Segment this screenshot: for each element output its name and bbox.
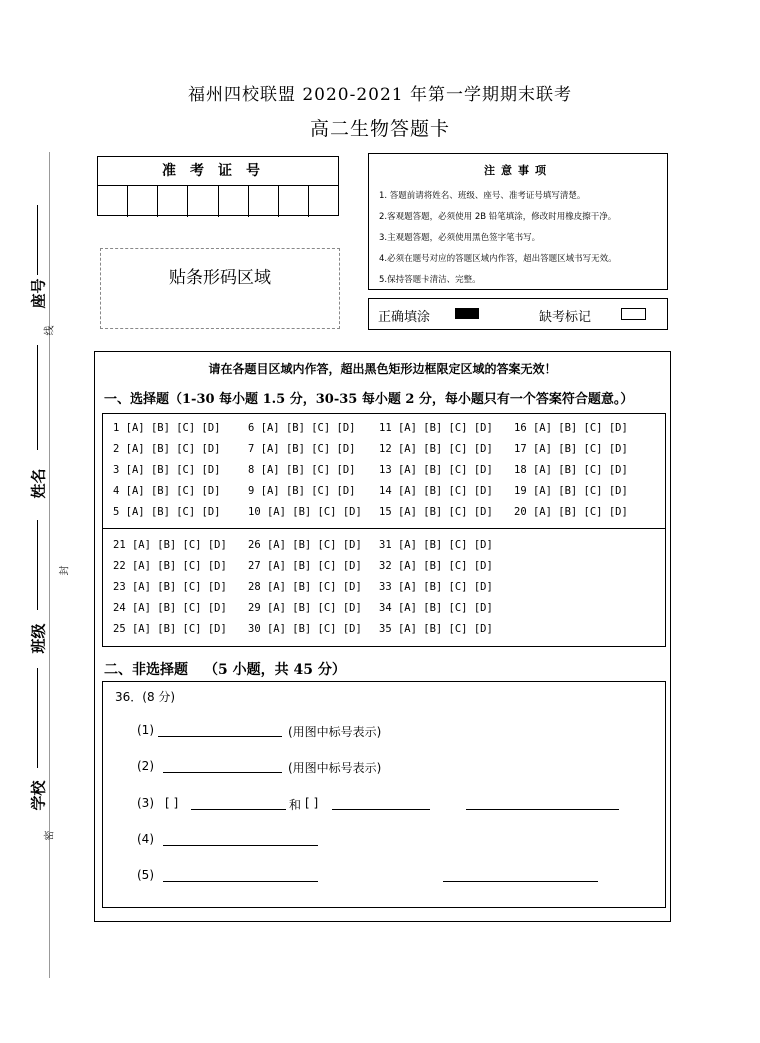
question-number: 10 (248, 506, 267, 518)
notes-item: 5.保持答题卡清洁、完整。 (379, 275, 481, 285)
barcode-area (100, 248, 340, 329)
answer-options[interactable]: [A] [B] [C] [D] (532, 443, 628, 455)
choice-question[interactable] (248, 443, 355, 455)
choice-question[interactable] (379, 506, 493, 518)
secret-mark: 密 (44, 830, 56, 841)
q36-part3-answer-line-2[interactable] (332, 809, 430, 810)
choice-question[interactable] (113, 485, 220, 497)
absent-mark-box[interactable] (621, 308, 646, 320)
sheet-title: 高二生物答题卡 (309, 118, 450, 140)
name-label: 姓名 (29, 468, 48, 499)
answer-options[interactable]: [A] [B] [C] [D] (397, 422, 493, 434)
question-number: 30 (248, 623, 267, 635)
choice-question[interactable] (379, 602, 493, 614)
notes-item: 3.主观题答题，必须使用黑色签字笔书写。 (379, 233, 541, 243)
choice-question[interactable] (514, 464, 628, 476)
class-underline (37, 520, 38, 610)
exam-number-cell[interactable] (98, 186, 128, 217)
exam-number-cell[interactable] (279, 186, 309, 217)
question-number: 16 (514, 422, 533, 434)
answer-options[interactable]: [A] [B] [C] [D] (266, 623, 362, 635)
notes-item: 4.必须在题号对应的答题区域内作答，超出答题区域书写无效。 (379, 254, 617, 264)
q36-part5-label: (5) (137, 868, 154, 882)
seat-label: 座号 (29, 278, 48, 309)
q36-part4-label: (4) (137, 832, 154, 846)
choice-question[interactable] (379, 560, 493, 572)
answer-options[interactable]: [A] [B] [C] [D] (266, 581, 362, 593)
answer-options[interactable]: [A] [B] [C] [D] (131, 560, 227, 572)
answer-options[interactable]: [A] [B] [C] [D] (125, 506, 221, 518)
answer-options[interactable]: [A] [B] [C] [D] (131, 581, 227, 593)
answer-options[interactable]: [A] [B] [C] [D] (532, 506, 628, 518)
answer-options[interactable]: [A] [B] [C] [D] (397, 464, 493, 476)
question-number: 31 (379, 539, 398, 551)
q36-part3-and: 和 (289, 798, 302, 812)
answer-options[interactable]: [A] [B] [C] [D] (397, 581, 493, 593)
question-number: 19 (514, 485, 533, 497)
question-number: 18 (514, 464, 533, 476)
answer-options[interactable]: [A] [B] [C] [D] (125, 485, 221, 497)
choice-question[interactable] (113, 539, 227, 551)
choice-question[interactable] (379, 464, 493, 476)
answer-options[interactable]: [A] [B] [C] [D] (266, 560, 362, 572)
name-underline (37, 345, 38, 450)
section1-title: 一、选择题（1-30 每小题 1.5 分，30-35 每小题 2 分，每小题只有一个答案符合题意。） (104, 392, 634, 407)
question-number: 34 (379, 602, 398, 614)
answer-options[interactable]: [A] [B] [C] [D] (397, 443, 493, 455)
exam-number-label: 准考证号 (98, 157, 338, 186)
question-number: 4 (113, 485, 126, 497)
q36-part2-note: (用图中标号表示) (288, 761, 382, 775)
question-36-box (102, 681, 666, 908)
question-number: 24 (113, 602, 132, 614)
question-number: 23 (113, 581, 132, 593)
answer-options[interactable]: [A] [B] [C] [D] (260, 464, 356, 476)
question-number: 29 (248, 602, 267, 614)
exam-number-cell[interactable] (249, 186, 279, 217)
choice-question[interactable] (248, 539, 362, 551)
choice-question[interactable] (113, 506, 220, 518)
answer-options[interactable]: [A] [B] [C] [D] (397, 506, 493, 518)
question-number: 9 (248, 485, 261, 497)
barcode-label: 贴条形码区域 (169, 268, 271, 288)
question-number: 22 (113, 560, 132, 572)
class-label: 班级 (29, 623, 48, 654)
answer-options[interactable]: [A] [B] [C] [D] (260, 422, 356, 434)
question-number: 13 (379, 464, 398, 476)
exam-number-cell[interactable] (219, 186, 249, 217)
q36-part2-label: (2) (137, 759, 154, 773)
q36-part1-label: (1) (137, 723, 154, 737)
answer-options[interactable]: [A] [B] [C] [D] (397, 602, 493, 614)
notes-item: 1. 答题前请将姓名、班级、座号、准考证号填写清楚。 (379, 191, 586, 201)
q36-part5-answer-line[interactable] (163, 881, 318, 882)
answer-options[interactable]: [A] [B] [C] [D] (266, 539, 362, 551)
choice-question[interactable] (379, 623, 493, 635)
exam-number-cell[interactable] (128, 186, 158, 217)
exam-number-cell[interactable] (158, 186, 188, 217)
choice-question[interactable] (248, 623, 362, 635)
choice-question[interactable] (113, 560, 227, 572)
choice-question[interactable] (514, 485, 628, 497)
q36-part1-note: (用图中标号表示) (288, 725, 382, 739)
choice-question[interactable] (113, 464, 220, 476)
question-number: 26 (248, 539, 267, 551)
choice-question[interactable] (113, 581, 227, 593)
exam-title: 福州四校联盟 2020-2021 年第一学期期末联考 (187, 85, 573, 105)
answer-options[interactable]: [A] [B] [C] [D] (397, 560, 493, 572)
q36-part3-bracket-1: [ ] (165, 796, 179, 810)
choice-question[interactable] (113, 443, 220, 455)
question-number: 25 (113, 623, 132, 635)
seal-mark: 封 (59, 565, 71, 576)
answer-options[interactable]: [A] [B] [C] [D] (397, 485, 493, 497)
exam-number-cell[interactable] (309, 186, 338, 217)
question-number: 3 (113, 464, 126, 476)
answer-options[interactable]: [A] [B] [C] [D] (532, 464, 628, 476)
q36-part1-answer-line[interactable] (158, 736, 282, 737)
question-number: 28 (248, 581, 267, 593)
notes-box (368, 153, 668, 290)
answer-options[interactable]: [A] [B] [C] [D] (266, 602, 362, 614)
warning-text: 请在各题目区域内作答，超出黑色矩形边框限定区域的答案无效！ (208, 362, 557, 376)
choice-question[interactable] (379, 581, 493, 593)
exam-number-cells[interactable] (98, 186, 338, 217)
notes-item: 2.客观题答题，必须使用 2B 铅笔填涂，修改时用橡皮擦干净。 (379, 212, 617, 222)
answer-options[interactable]: [A] [B] [C] [D] (260, 443, 356, 455)
answer-options[interactable]: [A] [B] [C] [D] (125, 464, 221, 476)
section2-label: 二、非选择题 (104, 662, 188, 678)
choice-question[interactable] (248, 581, 362, 593)
notes-title: 注意事项 (484, 164, 552, 177)
question-number: 2 (113, 443, 126, 455)
answer-options[interactable]: [A] [B] [C] [D] (125, 422, 221, 434)
choice-question[interactable] (514, 422, 628, 434)
choice-question[interactable] (248, 560, 362, 572)
school-underline (37, 668, 38, 768)
seat-underline (37, 205, 38, 275)
choice-question[interactable] (248, 485, 355, 497)
question-number: 5 (113, 506, 126, 518)
choice-question[interactable] (248, 464, 355, 476)
q36-part3-bracket-2: [ ] (305, 796, 319, 810)
q36-heading: 36．(8 分) (115, 690, 176, 704)
question-number: 33 (379, 581, 398, 593)
question-number: 1 (113, 422, 126, 434)
q36-part3-answer-line-1[interactable] (191, 809, 286, 810)
choice-question[interactable] (113, 602, 227, 614)
correct-fill-label: 正确填涂 (378, 310, 431, 325)
binding-line (49, 152, 50, 978)
line-mark: 线 (44, 325, 56, 336)
school-label: 学校 (29, 780, 48, 811)
choice-question[interactable] (514, 506, 628, 518)
answer-options[interactable]: [A] [B] [C] [D] (131, 539, 227, 551)
absent-mark-label: 缺考标记 (539, 310, 592, 325)
section2-score: （5 小题，共 45 分） (204, 662, 346, 678)
q36-part3-answer-line-3[interactable] (466, 809, 619, 810)
answer-options[interactable]: [A] [B] [C] [D] (266, 506, 362, 518)
choice-question[interactable] (248, 422, 355, 434)
question-number: 17 (514, 443, 533, 455)
question-number: 20 (514, 506, 533, 518)
choice-question[interactable] (113, 422, 220, 434)
choice-question[interactable] (248, 602, 362, 614)
question-number: 12 (379, 443, 398, 455)
answer-options[interactable]: [A] [B] [C] [D] (397, 539, 493, 551)
exam-number-box (97, 156, 339, 216)
question-number: 15 (379, 506, 398, 518)
question-number: 6 (248, 422, 261, 434)
choice-question[interactable] (379, 539, 493, 551)
answer-options[interactable]: [A] [B] [C] [D] (131, 623, 227, 635)
question-number: 32 (379, 560, 398, 572)
q36-part4-answer-line[interactable] (163, 845, 318, 846)
q36-part2-answer-line[interactable] (163, 772, 282, 773)
choice-question[interactable] (379, 422, 493, 434)
answer-options[interactable]: [A] [B] [C] [D] (532, 485, 628, 497)
choice-question[interactable] (379, 443, 493, 455)
question-number: 14 (379, 485, 398, 497)
question-number: 35 (379, 623, 398, 635)
choice-question[interactable] (248, 506, 362, 518)
choice-question[interactable] (514, 443, 628, 455)
answer-options[interactable]: [A] [B] [C] [D] (397, 623, 493, 635)
answer-options[interactable]: [A] [B] [C] [D] (125, 443, 221, 455)
exam-number-cell[interactable] (188, 186, 218, 217)
answer-options[interactable]: [A] [B] [C] [D] (532, 422, 628, 434)
choice-question[interactable] (113, 623, 227, 635)
choice-question[interactable] (379, 485, 493, 497)
question-number: 8 (248, 464, 261, 476)
section2-title (104, 659, 346, 679)
q36-part3-label: (3) (137, 796, 154, 810)
question-number: 11 (379, 422, 398, 434)
answer-options[interactable]: [A] [B] [C] [D] (260, 485, 356, 497)
question-number: 27 (248, 560, 267, 572)
q36-part5-answer-line-2[interactable] (443, 881, 598, 882)
correct-fill-sample (455, 308, 479, 319)
question-number: 7 (248, 443, 261, 455)
fill-example-box (368, 298, 668, 330)
question-number: 21 (113, 539, 132, 551)
answer-options[interactable]: [A] [B] [C] [D] (131, 602, 227, 614)
